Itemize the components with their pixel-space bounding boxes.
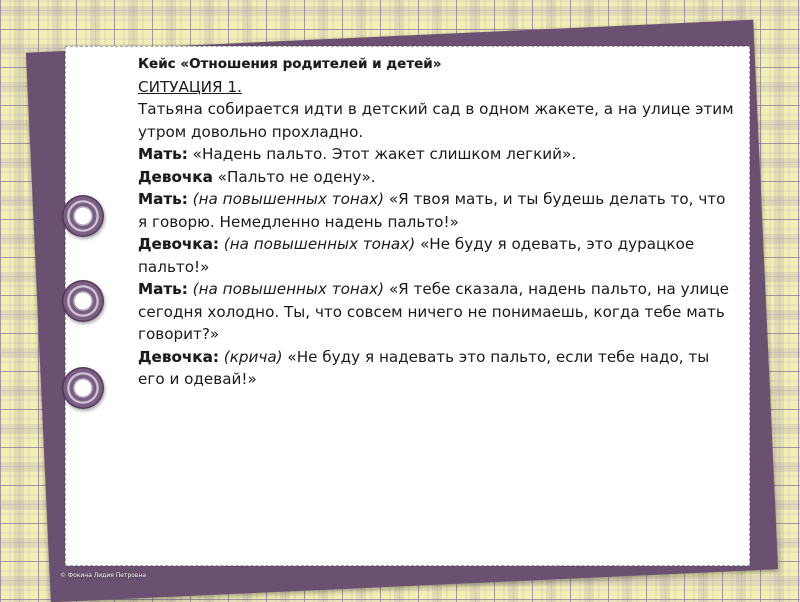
utterance: «Не буду я одевать, это дурацкое пальто!» — [138, 235, 695, 276]
dialogue-line — [138, 143, 734, 166]
stage-direction: (на повышенных тонах) — [187, 190, 385, 208]
speaker-label: Мать: — [138, 280, 188, 298]
case-title: Кейс «Отношения родителей и детей» — [138, 56, 442, 72]
speaker-label: Девочка — [138, 167, 213, 186]
utterance: «Я твоя мать, и ты будешь делать то, что я говорю. Немедленно надень пальто!» — [138, 190, 726, 231]
speaker-label: Девочка: — [138, 235, 219, 253]
dialogue-line — [138, 233, 734, 278]
case-text — [138, 53, 734, 391]
copyright-footer: © Фокина Лидия Петровна — [60, 572, 147, 579]
dialogue-line — [138, 166, 734, 189]
dialogue-line — [138, 188, 734, 233]
speaker-label: Мать: — [138, 145, 188, 163]
utterance: «Не буду я надевать это пальто, если тебе надо, ты его и одевай!» — [138, 347, 710, 388]
intro-text: Татьяна собирается идти в детский сад в одном жакете, а на улице этим утром довольно прохладно. — [138, 100, 734, 141]
utterance: «Надень пальто. Этот жакет слишком легкий». — [187, 145, 577, 163]
ring-icon — [62, 195, 104, 237]
slide-card — [65, 46, 750, 566]
situation-heading: СИТУАЦИЯ 1. — [138, 77, 242, 96]
stage-direction: (крича) — [218, 347, 283, 366]
utterance: «Пальто не одену». — [212, 167, 376, 186]
dialogue-line — [138, 346, 734, 391]
ring-icon — [62, 367, 104, 409]
utterance: «Я тебе сказала, надень пальто, на улице сегодня холодно. Ты, что совсем ничего не понимаешь, когда тебе мать говорит?» — [138, 280, 729, 343]
speaker-label: Девочка: — [138, 347, 219, 366]
dialogue-line — [138, 278, 734, 346]
stage-direction: (на повышенных тонах) — [218, 235, 416, 253]
stage-direction: (на повышенных тонах) — [187, 280, 385, 298]
ring-icon — [62, 280, 104, 322]
speaker-label: Мать: — [138, 190, 188, 208]
